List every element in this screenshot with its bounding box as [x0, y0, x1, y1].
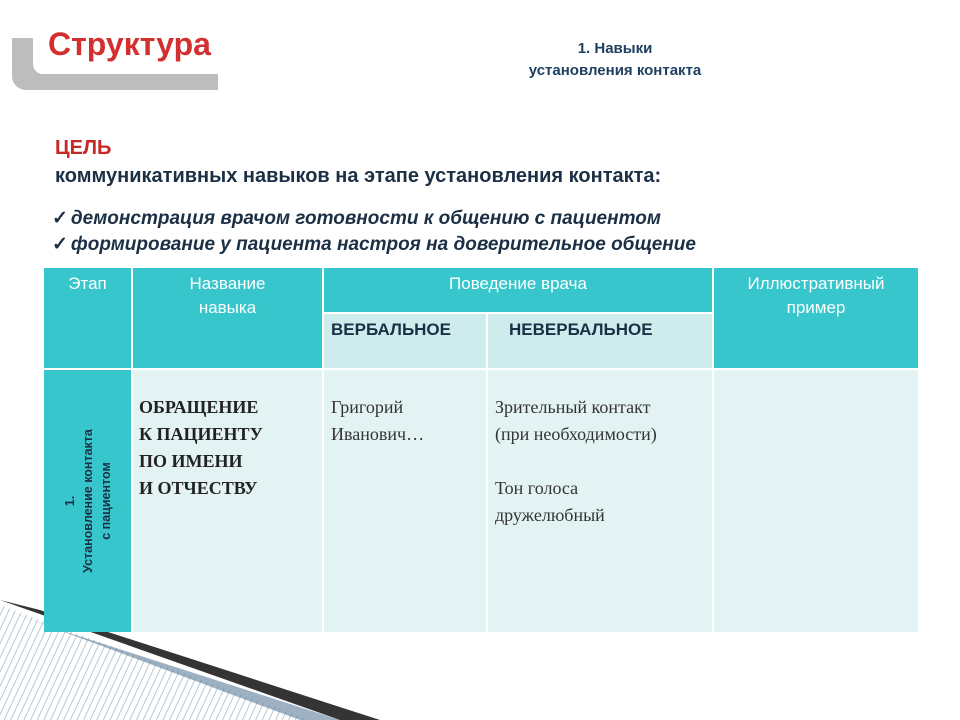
nonverbal-cell	[488, 370, 712, 632]
goal-item-text: формирование у пациента настроя на доверительное общение	[70, 234, 696, 255]
header-example-line2: пример	[786, 298, 846, 317]
goal-list	[52, 206, 696, 258]
section-label-line2: установления контакта	[528, 62, 702, 79]
nonverbal-line: (при необходимости)	[495, 424, 657, 444]
page-title: Структура	[48, 26, 211, 62]
stage-cell	[44, 370, 131, 632]
header-skill	[133, 268, 322, 368]
stage-label-line1: 1.	[62, 495, 77, 507]
verbal-line: Иванович…	[331, 424, 425, 444]
goal-item-text: демонстрация врачом готовности к общению с пациентом	[70, 208, 661, 229]
verbal-cell	[324, 370, 486, 632]
goal-item	[52, 232, 696, 258]
check-icon: ✓	[52, 208, 68, 229]
header-nonverbal: НЕВЕРБАЛЬНОЕ	[488, 314, 712, 368]
skill-line: К ПАЦИЕНТУ	[139, 424, 263, 444]
header-stage: Этап	[44, 268, 131, 368]
skill-cell	[133, 370, 322, 632]
verbal-line: Григорий	[331, 397, 404, 417]
header-skill-line1: Название	[189, 274, 266, 293]
nonverbal-line: дружелюбный	[495, 505, 605, 525]
header-example	[714, 268, 918, 368]
header-verbal: ВЕРБАЛЬНОЕ	[324, 314, 486, 368]
goal-item	[52, 206, 696, 232]
skill-line: ОБРАЩЕНИЕ	[139, 397, 259, 417]
spacer	[495, 448, 712, 475]
nonverbal-line: Тон голоса	[495, 478, 579, 498]
section-label-line1: 1. Навыки	[577, 40, 653, 57]
check-icon: ✓	[52, 234, 68, 255]
stage-label-line2: Установление контакта	[80, 429, 95, 573]
stage-label-line3: с пациентом	[98, 462, 113, 540]
goal-block	[55, 134, 661, 190]
nonverbal-line: Зрительный контакт	[495, 397, 651, 417]
stage-label	[61, 381, 115, 621]
example-cell	[714, 370, 918, 632]
header-skill-line2: навыка	[198, 298, 257, 317]
goal-subtitle: коммуникативных навыков на этапе установления контакта:	[55, 165, 662, 187]
skill-line: И ОТЧЕСТВУ	[139, 478, 258, 498]
goal-heading: ЦЕЛЬ	[55, 137, 112, 159]
skills-table	[44, 268, 918, 632]
section-label	[470, 38, 760, 82]
header-behavior: Поведение врача	[324, 268, 712, 312]
skill-line: ПО ИМЕНИ	[139, 451, 243, 471]
header-example-line1: Иллюстративный	[747, 274, 885, 293]
